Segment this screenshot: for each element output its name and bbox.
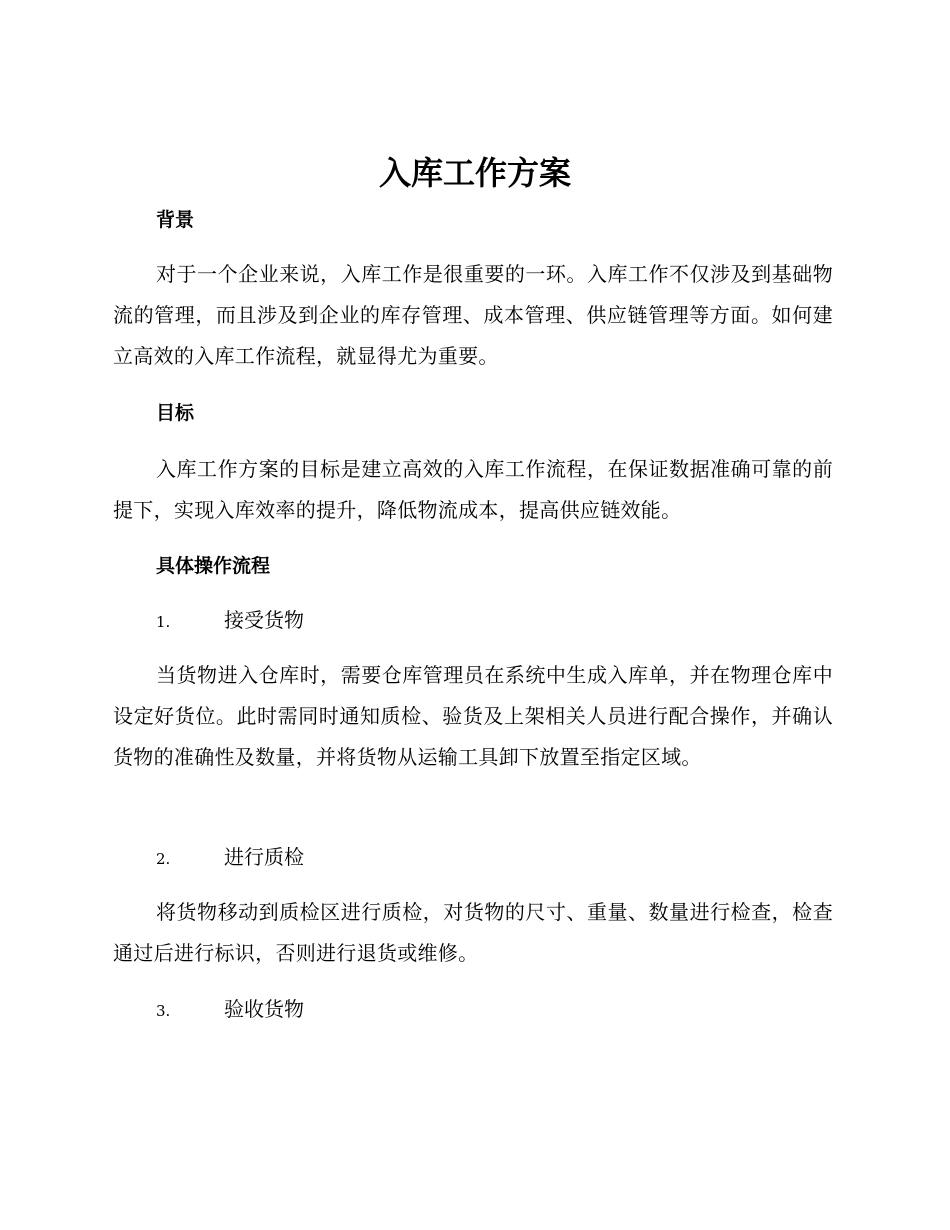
step-number: 2. xyxy=(156,850,171,868)
step-paragraph-2: 将货物移动到质检区进行质检，对货物的尺寸、重量、数量进行检查，检查通过后进行标识，否则进行退货或维修。 xyxy=(113,900,833,965)
step-number: 3. xyxy=(156,1002,171,1020)
document-title: 入库工作方案 xyxy=(378,154,571,192)
step-item-2 xyxy=(156,842,304,874)
section-heading-goal: 目标 xyxy=(156,402,195,424)
step-label: 进行质检 xyxy=(224,845,304,869)
section-paragraph-background: 对于一个企业来说，入库工作是很重要的一环。入库工作不仅涉及到基础物流的管理，而且涉及到企业的库存管理、成本管理、供应链管理等方面。如何建立高效的入库工作流程，就显得尤为重要。 xyxy=(113,262,833,368)
step-number: 1. xyxy=(156,613,171,631)
step-item-1 xyxy=(156,605,304,637)
step-paragraph-1: 当货物进入仓库时，需要仓库管理员在系统中生成入库单，并在物理仓库中设定好货位。此时需同时通知质检、验货及上架相关人员进行配合操作，并确认货物的准确性及数量，并将货物从运输工具卸下放置至指定区域。 xyxy=(113,663,833,769)
step-label: 接受货物 xyxy=(224,608,304,632)
step-label: 验收货物 xyxy=(224,997,304,1021)
section-heading-procedure: 具体操作流程 xyxy=(156,555,271,577)
step-item-3 xyxy=(156,994,304,1026)
section-paragraph-goal: 入库工作方案的目标是建立高效的入库工作流程，在保证数据准确可靠的前提下，实现入库效率的提升，降低物流成本，提高供应链效能。 xyxy=(113,457,833,522)
section-heading-background: 背景 xyxy=(156,209,195,231)
